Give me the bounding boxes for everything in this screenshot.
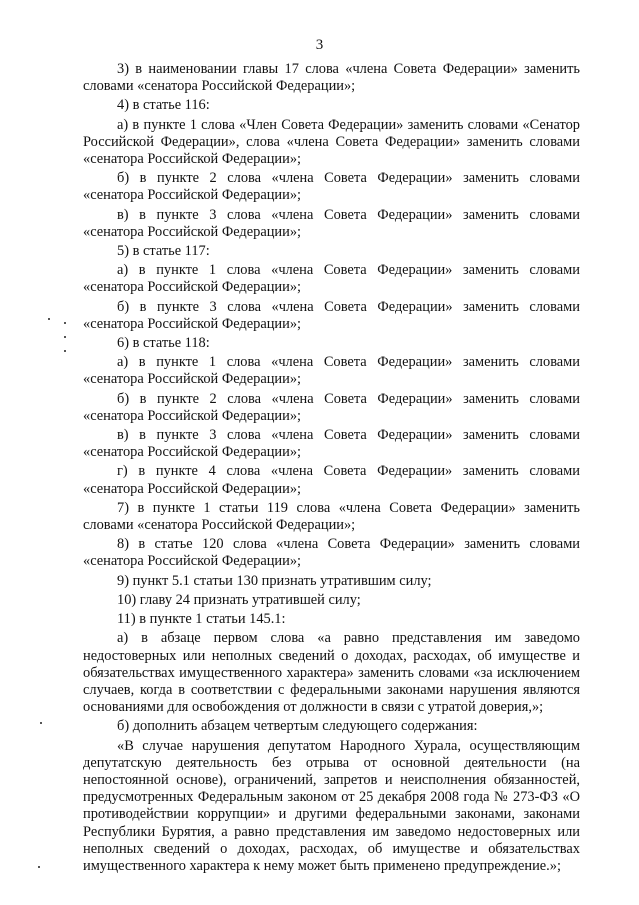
paragraph-item-6: 6) в статье 118: — [117, 335, 210, 352]
scan-speck — [38, 866, 40, 868]
paragraph-item-11a: а) в абзаце первом слова «а равно представления им заведомо недостоверных или неполных сведений о доходах, расходах, об имуществе и обязательствах имущественного характера» заменить словами «за исключением случаев, когда в соответствии с федеральными законами нарушения являются основаниями для освобождения от должности в связи с утратой доверия,»; — [83, 630, 580, 716]
paragraph-item-5: 5) в статье 117: — [117, 243, 210, 260]
scan-speck — [40, 722, 42, 724]
page-number: 3 — [315, 37, 324, 53]
paragraph-item-5a: а) в пункте 1 слова «члена Совета Федерации» заменить словами «сенатора Российской Федерации»; — [83, 262, 580, 296]
paragraph-quoted-addition: «В случае нарушения депутатом Народного Хурала, осуществляющим депутатскую деятельность без отрыва от основной деятельности (на непостоянной основе), ограничений, запретов и неисполнения обязанностей, предусмотренных Федеральным законом от 25 декабря 2008 года № 273-ФЗ «О противодействии коррупции» и другими федеральными законами, законами Республики Бурятия, а равно представления им заведомо недостоверных или неполных сведений о доходах, расходах, об имуществе и обязательствах имущественного характера к нему может быть применено предупреждение.»; — [83, 737, 580, 874]
paragraph-item-8: 8) в статье 120 слова «члена Совета Федерации» заменить словами «сенатора Российской Федерации»; — [83, 536, 580, 570]
paragraph-item-10: 10) главу 24 признать утратившей силу; — [117, 591, 361, 608]
paragraph-item-4v: в) в пункте 3 слова «члена Совета Федерации» заменить словами «сенатора Российской Федерации»; — [83, 206, 580, 240]
paragraph-item-5b: б) в пункте 3 слова «члена Совета Федерации» заменить словами «сенатора Российской Федерации»; — [83, 298, 580, 332]
scan-speck — [48, 318, 50, 320]
paragraph-item-11: 11) в пункте 1 статьи 145.1: — [117, 611, 286, 628]
paragraph-item-6v: в) в пункте 3 слова «члена Совета Федерации» заменить словами «сенатора Российской Федерации»; — [83, 427, 580, 461]
document-body — [83, 61, 580, 875]
paragraph-item-4b: б) в пункте 2 слова «члена Совета Федерации» заменить словами «сенатора Российской Федерации»; — [83, 170, 580, 204]
paragraph-item-6b: б) в пункте 2 слова «члена Совета Федерации» заменить словами «сенатора Российской Федерации»; — [83, 390, 580, 424]
scan-speck — [64, 322, 66, 324]
paragraph-item-3: 3) в наименовании главы 17 слова «члена Совета Федерации» заменить словами «сенатора Российской Федерации»; — [83, 61, 580, 95]
paragraph-item-6g: г) в пункте 4 слова «члена Совета Федерации» заменить словами «сенатора Российской Федерации»; — [83, 463, 580, 497]
paragraph-item-6a: а) в пункте 1 слова «члена Совета Федерации» заменить словами «сенатора Российской Федерации»; — [83, 354, 580, 388]
scan-speck — [64, 350, 66, 352]
paragraph-item-9: 9) пункт 5.1 статьи 130 признать утратившим силу; — [117, 572, 432, 589]
paragraph-item-11b: б) дополнить абзацем четвертым следующего содержания: — [117, 718, 478, 735]
scan-speck — [64, 336, 66, 338]
paragraph-item-4a: а) в пункте 1 слова «Член Совета Федерации» заменить словами «Сенатор Российской Федерации», слова «члена Совета Федерации» заменить словами «сенатора Российской Федерации»; — [83, 116, 580, 168]
paragraph-item-4: 4) в статье 116: — [117, 97, 210, 114]
paragraph-item-7: 7) в пункте 1 статьи 119 слова «члена Совета Федерации» заменить словами «сенатора Российской Федерации»; — [83, 499, 580, 534]
